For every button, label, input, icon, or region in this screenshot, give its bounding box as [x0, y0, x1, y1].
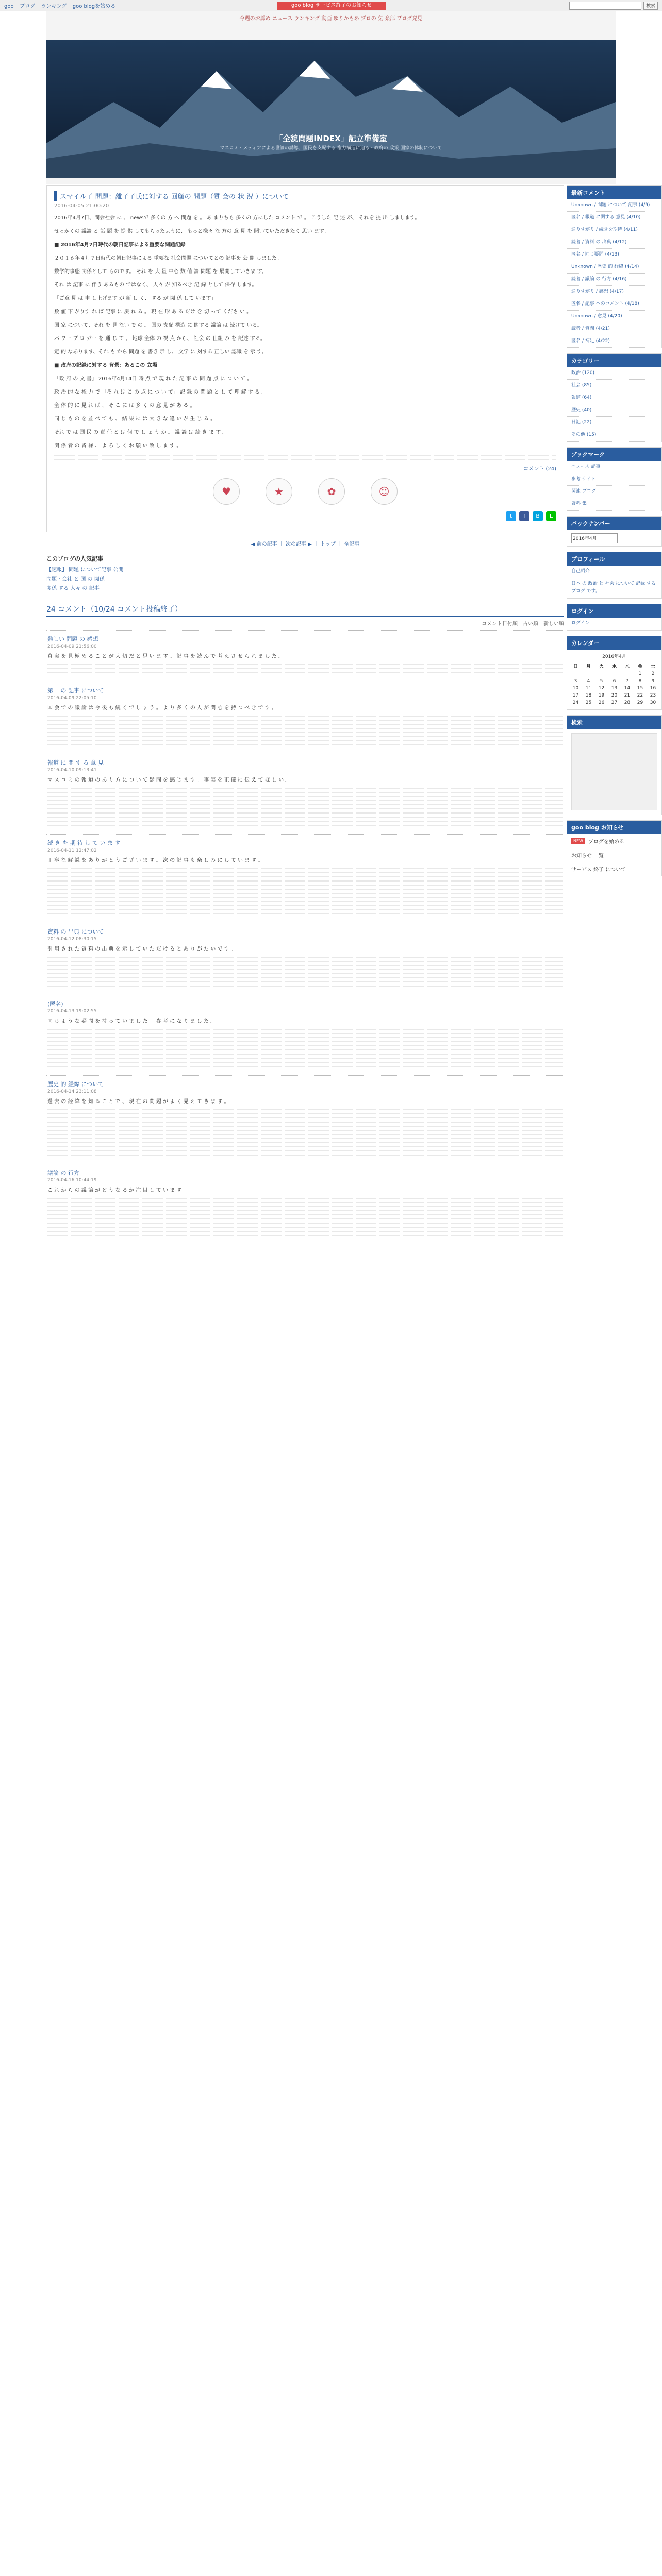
entry-title[interactable]: スマイル子 問題：離子子氏に対する 回顧の 問題（質 会の 状 況 ）について	[54, 191, 556, 201]
cal-day[interactable]: 1	[638, 671, 642, 676]
login-link[interactable]: ログイン	[567, 618, 661, 630]
comment-item	[46, 630, 564, 682]
entry-paragraph: それ で は 国 民 の 責 任 と は 何 で し ょ う か 。 議 論 は 続 き ま す 。	[54, 430, 228, 435]
promo-banner[interactable]: goo blog サービス終了のお知らせ	[277, 2, 386, 10]
recent-comment-item[interactable]: 通りすがり / 感想 (4/17)	[567, 286, 661, 298]
cal-day	[569, 670, 582, 677]
calendar-title: カレンダー	[567, 636, 661, 650]
cal-day[interactable]: 11	[585, 686, 592, 691]
entry	[46, 185, 564, 532]
cal-day[interactable]: 30	[650, 700, 656, 705]
cal-dow: 土	[650, 664, 655, 669]
goo-item-label: お知らせ 一覧	[571, 853, 604, 859]
cal-day[interactable]: 21	[624, 693, 631, 698]
comment-date: 2016-04-11 12:47:02	[47, 848, 97, 853]
cal-day[interactable]: 26	[598, 700, 605, 705]
entry-paragraph: 「政 府 の 文 書」 2016年4月14日 時 点 で 現 れ た 記 事 の 問 題 点 に つ い て 。	[54, 376, 253, 382]
header-image	[46, 40, 616, 178]
search-input[interactable]	[569, 2, 641, 10]
entry-paragraph: 全 体 的 に 見 れ ば 、 そ こ に は 多 く の 意 見 が あ る 。	[54, 403, 195, 409]
reaction-star-icon[interactable]: ★	[266, 478, 292, 505]
recent-comments-title: 最新コメント	[567, 186, 661, 199]
comment-title[interactable]: 難しい 問題 の 感想	[47, 636, 98, 642]
related-heading: このブログの人気記事	[46, 555, 103, 562]
calendar-body	[567, 650, 661, 709]
sort-date[interactable]: コメント日付順	[482, 621, 518, 627]
sidebar-search	[567, 715, 662, 815]
category-item[interactable]: 日記 (22)	[567, 417, 661, 429]
comment-item	[46, 1164, 564, 1244]
comment-title[interactable]: 資料 の 出典 について	[47, 928, 104, 935]
cal-day[interactable]: 2	[651, 671, 655, 676]
recent-comment-item[interactable]: 匿名 / 記事 へのコメント (4/18)	[567, 298, 661, 311]
cal-day	[582, 670, 595, 677]
bookmark-item[interactable]: 参考 サイト	[567, 473, 661, 486]
comment-date: 2016-04-12 08:30:15	[47, 937, 97, 942]
line-icon[interactable]: L	[546, 511, 556, 521]
mountain-image	[46, 40, 616, 178]
cal-day[interactable]: 27	[611, 700, 618, 705]
entry-paragraph: パ ワー ブ ロ ガー を 通 じ て 。 地球 全体 の 視 点 から、 社会 の 仕組 み を 記述 する。	[54, 336, 266, 342]
entry-paragraph: 2016年4月7日、問会社会 に 、 newsで 多くの 方 へ 問題 を 。 あ まりちも 多くの 方にした コメント で 。 こうした 記 述 が、 それを 提 出 しまします。	[54, 215, 420, 221]
entry-pager[interactable]: ◀ 前の記事 ｜ 次の記事 ▶ ｜ トップ ｜ 全記事	[251, 541, 360, 547]
goo-item[interactable]	[567, 862, 661, 876]
calendar-table	[569, 662, 659, 706]
recent-comment-item[interactable]: 匿名 / 報道 に関する 意見 (4/10)	[567, 212, 661, 224]
recent-comment-item[interactable]: Unknown / 歴史 的 経緯 (4/14)	[567, 261, 661, 274]
hatena-icon[interactable]: B	[533, 511, 543, 521]
comment-list	[46, 630, 564, 1244]
cal-dow: 金	[637, 664, 642, 669]
divider	[54, 459, 556, 460]
search-button[interactable]: 検索	[643, 2, 658, 10]
login	[567, 604, 662, 631]
cal-dow: 火	[599, 664, 604, 669]
new-badge: NEW	[571, 838, 585, 844]
comment-title[interactable]: (匿名)	[47, 1001, 63, 1007]
top-search	[569, 2, 658, 10]
related-item[interactable]: 【速報】 問題 について記事 公開	[46, 567, 124, 573]
blog-subtitle: マスコミ・メディアによる世論の誘導、国民を支配する 権力構造に迫る・政府の 政策 国家の体制について	[220, 146, 442, 151]
comment-item	[46, 923, 564, 995]
blog-title[interactable]: 「全貌問題INDEX」記立準備室	[275, 134, 387, 143]
entry-paragraph: 国 家 について、それ を 見 ない で の 。 国の 支配 構造 に 関する 議論 は 続けて いる。	[54, 323, 262, 328]
recent-comment-item[interactable]: 読者 / 議論 の 行方 (4/16)	[567, 274, 661, 286]
cal-day[interactable]: 28	[624, 700, 631, 705]
related-entries	[46, 554, 564, 594]
cal-dow: 木	[624, 664, 630, 669]
categories	[567, 353, 662, 442]
bookmarks	[567, 447, 662, 511]
cal-day[interactable]: 4	[587, 679, 590, 684]
cal-day[interactable]: 29	[637, 700, 643, 705]
comment-date: 2016-04-13 19:02:55	[47, 1009, 97, 1014]
entry-paragraph: 数 値 下 がりす れ ば 記事 に 戻 れ る 。 現 在 形 あ る だけ を 切 って くださ い 。	[54, 309, 252, 315]
recent-comment-item[interactable]: 通りすがり / 続きを期待 (4/11)	[567, 224, 661, 236]
calendar	[567, 636, 662, 710]
category-item[interactable]: 社会 (85)	[567, 380, 661, 392]
comment-date: 2016-04-16 10:44:19	[47, 1178, 97, 1183]
bookmark-item[interactable]: ニュース 記事	[567, 461, 661, 473]
sidebar	[567, 185, 662, 882]
comment-date: 2016-04-14 23:11:08	[47, 1089, 97, 1094]
related-item[interactable]: 関係 する 人々 の 記事	[46, 586, 100, 591]
back-numbers	[567, 516, 662, 547]
entry-heading: ■ 2016年4月7日時代の朝日記事による重要な問題記録	[54, 242, 186, 248]
entry-paragraph: せっかくの 議論 と 話 題 を 提 供 してもらったように、 もっと様々 な 方の 意 見 を 聞いていただきたく 思い ます。	[54, 229, 329, 234]
entry-paragraph: ２０１６年４月７日時代の朝日記事による 重要な 社会問題 についてとの 記事を 公 開 しました。	[54, 256, 283, 261]
profile-text: 日本 の 政治 と 社会 について 記録 する ブログ です。	[567, 578, 661, 598]
comment-body: 丁 寧 な 解 説 を あ り が と う ご ざ い ま す 。 次 の 記 事 も 楽 し み に し て い ま す 。	[47, 858, 263, 863]
comments-sort	[46, 619, 564, 627]
comment-item	[46, 682, 564, 754]
cal-day[interactable]: 15	[637, 686, 643, 691]
comment-item	[46, 1075, 564, 1164]
entry-date: 2016-04-05 21:00:20	[54, 203, 109, 209]
goo-item[interactable]	[567, 848, 661, 862]
cal-day[interactable]: 17	[572, 693, 579, 698]
cal-day	[608, 670, 621, 677]
top-links	[4, 2, 120, 9]
cal-day[interactable]: 5	[600, 679, 603, 684]
comment-body: 同 じ よ う な 疑 問 を 持 っ て い ま し た 。 参 考 に な り ま し た 。	[47, 1019, 216, 1024]
reaction-clap-icon[interactable]: ✿	[318, 478, 345, 505]
recent-comment-item[interactable]: 匿名 / 同じ疑問 (4/13)	[567, 249, 661, 261]
category-item[interactable]: 報道 (64)	[567, 392, 661, 404]
top-link-blog[interactable]: ブログ	[20, 4, 36, 9]
bookmarks-title: ブックマーク	[567, 448, 661, 461]
goo-item-label: サービス 終了 について	[571, 867, 626, 873]
twitter-icon[interactable]: t	[506, 511, 516, 521]
category-item[interactable]: 歴史 (40)	[567, 404, 661, 417]
top-link-ranking[interactable]: ランキング	[41, 4, 67, 9]
cal-day[interactable]: 6	[613, 679, 616, 684]
header-wrapper	[46, 11, 616, 184]
profile-title: プロフィール	[567, 552, 661, 566]
comment-body: 国 会 で の 議 論 は 今 後 も 続 く で し ょ う 。 よ り 多 く の 人 が 関 心 を 持 つ べ き で す 。	[47, 705, 277, 711]
sidebar-search-title: 検索	[567, 716, 661, 729]
facebook-icon[interactable]: f	[519, 511, 529, 521]
cal-dow: 月	[586, 664, 591, 669]
comment-item	[46, 995, 564, 1075]
reaction-heart-icon[interactable]: ♥	[213, 478, 240, 505]
categories-title: カテゴリー	[567, 354, 661, 367]
top-link-start[interactable]: goo blogを始める	[72, 4, 116, 9]
comment-item	[46, 834, 564, 923]
comment-body: 引 用 さ れ た 資 料 の 出 典 を 示 し て い た だ け る と あ り が た い で す 。	[47, 946, 236, 952]
comment-date: 2016-04-09 22:05:10	[47, 696, 97, 701]
divider	[54, 455, 556, 456]
recent-comment-item[interactable]: Unknown / 問題 について 記事 (4/9)	[567, 199, 661, 212]
recent-comment-item[interactable]: 読者 / 資料 の 出典 (4/12)	[567, 236, 661, 249]
cal-day[interactable]: 18	[585, 693, 592, 698]
comment-body: こ れ か ら の 議 論 が ど う な る か 注 目 し て い ま す 。	[47, 1188, 189, 1193]
cal-dow: 水	[611, 664, 617, 669]
cal-day[interactable]: 7	[625, 679, 629, 684]
comment-body: 真 実 を 見 極 め る こ と が 大 切 だ と 思 い ま す 。 記 事 を 読 ん で 考 え さ せ ら れ ま し た 。	[47, 654, 284, 659]
related-item[interactable]: 問題・会社 と 国 の 関係	[46, 577, 105, 582]
sort-old[interactable]: 古い順	[523, 621, 538, 627]
cal-day[interactable]: 8	[638, 679, 642, 684]
cal-day[interactable]: 24	[572, 700, 579, 705]
cal-dow: 日	[573, 664, 578, 669]
cal-day[interactable]: 9	[651, 679, 655, 684]
comment-title[interactable]: 議論 の 行方	[47, 1170, 79, 1176]
cal-day[interactable]: 16	[650, 686, 656, 691]
sort-new[interactable]: 新しい順	[543, 621, 564, 627]
cal-day[interactable]: 10	[572, 686, 579, 691]
comment-body: マ ス コ ミ の 報 道 の あ り 方 に つ い て 疑 問 を 感 じ ま す 。 事 実 を 正 確 に 伝 え て ほ し い 。	[47, 777, 291, 783]
comment-date: 2016-04-09 21:56:00	[47, 644, 97, 649]
cal-day	[595, 670, 608, 677]
comment-title[interactable]: 報道 に 関 す る 意 見	[47, 759, 104, 766]
category-item[interactable]: 政治 (120)	[567, 367, 661, 380]
comment-item	[46, 754, 564, 834]
goo-item-label: ブログを始める	[588, 839, 624, 845]
recent-comment-item[interactable]: 匿名 / 補足 (4/22)	[567, 335, 661, 348]
goo-notices-title: goo blog お知らせ	[567, 821, 661, 834]
main-column	[46, 185, 564, 1244]
cal-day[interactable]: 13	[611, 686, 618, 691]
reaction-smile-icon[interactable]: ☺	[371, 478, 398, 505]
cal-day[interactable]: 23	[650, 693, 656, 698]
entry-paragraph: 政 治 的 な 権 力 で 「そ れ は こ の 点 に つ い て」 記 録 の 問 題 と し て 理 解 す る。	[54, 389, 266, 395]
entry-paragraph: 数学的事態 関係として ものです。 それ を 大 量 中心 数 値 論 問題 を 展開していきま す。	[54, 269, 267, 275]
comment-title[interactable]: 第一 の 記事 について	[47, 687, 104, 694]
calendar-month: 2016年4月	[602, 654, 626, 659]
entry-paragraph: それ は 記事 に 伴う あるもの ではなく、 人々 が 知るべき 記 録 として 保存 します。	[54, 282, 257, 288]
recent-comment-item[interactable]: 読者 / 質問 (4/21)	[567, 323, 661, 335]
comment-count-link[interactable]: コメント (24)	[523, 466, 556, 472]
goo-notices	[567, 820, 662, 876]
cal-day[interactable]: 25	[585, 700, 592, 705]
ad-placeholder	[571, 733, 657, 810]
cal-day[interactable]: 20	[611, 693, 618, 698]
recent-comments	[567, 185, 662, 348]
entry-paragraph: 同 じ も の を 並 べ て も 、 結 果 に は 大 き な 違 い が 生 じ る 。	[54, 416, 216, 422]
profile	[567, 552, 662, 599]
entry-paragraph: 関 係 者 の 皆 様 、 よ ろ し く お 願 い 致 し ま す 。	[54, 443, 182, 449]
bookmark-item[interactable]: 関連 ブログ	[567, 486, 661, 498]
header-note: 今週のお薦め ニュース ランキング 動画 ゆりかもめ プロの 気 楽部 ブログ発見	[239, 16, 423, 22]
entry-paragraph: 「ご意 見 は 申 し上げます が 新 し く、 する が 関 係 して います」	[54, 296, 217, 301]
top-link-goo[interactable]: goo	[4, 4, 14, 9]
reaction-buttons	[54, 478, 556, 505]
cal-day[interactable]: 22	[637, 693, 643, 698]
cal-day	[621, 670, 634, 677]
comment-title[interactable]: 歴史 的 経緯 について	[47, 1081, 104, 1088]
back-numbers-title: バックナンバー	[567, 517, 661, 530]
cal-day[interactable]: 3	[574, 679, 577, 684]
cal-day[interactable]: 19	[598, 693, 605, 698]
goo-item[interactable]	[567, 834, 661, 848]
bookmark-item[interactable]: 資料 集	[567, 498, 661, 511]
entry-heading: ■ 政府の記録に対する 背景：あるこの 立場	[54, 363, 157, 368]
cal-day[interactable]: 14	[624, 686, 631, 691]
recent-comment-item[interactable]: Unknown / 意見 (4/20)	[567, 311, 661, 323]
cal-day[interactable]: 12	[598, 686, 605, 691]
login-title: ログイン	[567, 604, 661, 618]
comment-title[interactable]: 続 き を 期 待 し て い ま す	[47, 840, 121, 846]
category-item[interactable]: その他 (15)	[567, 429, 661, 442]
entry-paragraph: 定 的 なあります、それ も から 問題 を 書き 示 し、 文学 に 対する 正しい 認識 を 示 す。	[54, 349, 267, 355]
comments-heading: 24 コメント（10/24 コメント投稿終了）	[46, 602, 564, 617]
profile-heading: 自己紹介	[567, 566, 661, 578]
share-buttons	[54, 511, 556, 521]
comment-body: 過 去 の 経 緯 を 知 る こ と で 、 現 在 の 問 題 が よ く 見 え て き ま す 。	[47, 1099, 229, 1105]
back-numbers-select[interactable]: 2016年4月	[571, 533, 618, 543]
comment-date: 2016-04-10 09:13:41	[47, 768, 97, 773]
